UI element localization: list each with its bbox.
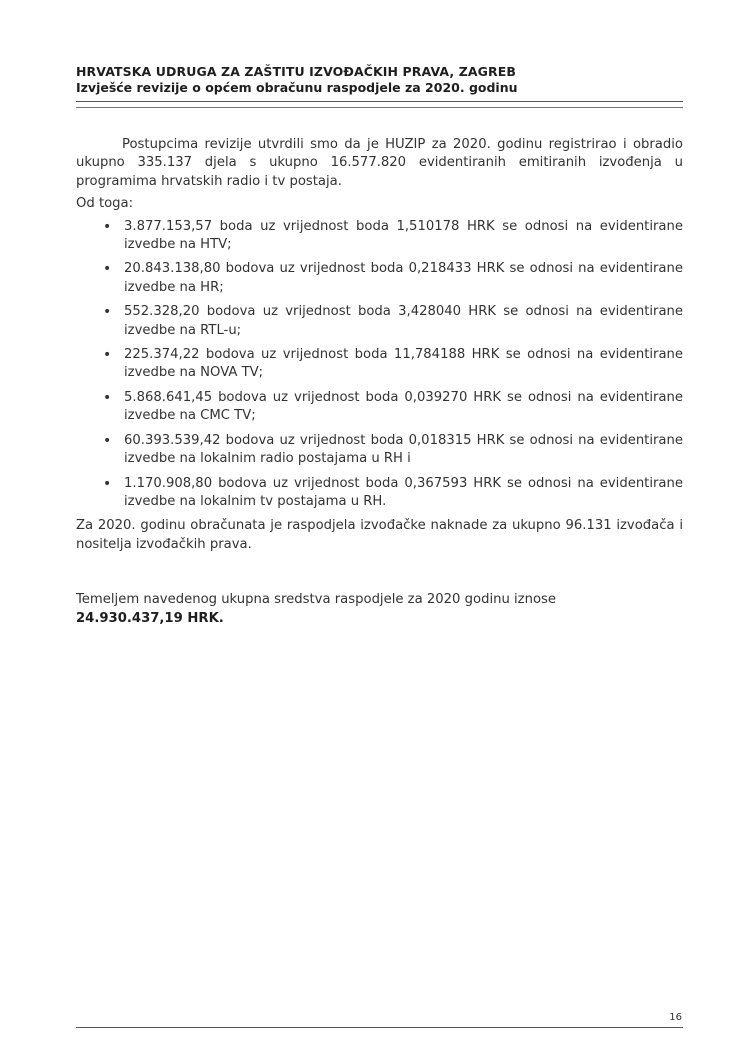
performers-paragraph: Za 2020. godinu obračunata je raspodjela izvođačke naknade za ukupno 96.131 izvođača i nositelja izvođačkih prava. [76,518,683,552]
breakdown-list [76,218,683,512]
header-divider [76,101,683,108]
document-header [76,64,686,96]
list-item: • 5.868.641,45 bodova uz vrijednost boda 0,039270 HRK se odnosi na evidentirane izvedbe na CMC TV; [76,389,683,426]
intro-paragraph: Postupcima revizije utvrdili smo da je HUZIP za 2020. godinu registrirao i obradio ukupno 335.137 djela s ukupno 16.577.820 evidentiranih emitiranih izvođenja u programima hrvatskih radio i tv postaja. [76,137,683,189]
list-item: • 60.393.539,42 bodova uz vrijednost boda 0,018315 HRK se odnosi na evidentirane izvedbe na lokalnim radio postajama u RH i [76,432,683,469]
list-item: • 3.877.153,57 boda uz vrijednost boda 1,510178 HRK se odnosi na evidentirane izvedbe na HTV; [76,218,683,255]
list-item: • 20.843.138,80 bodova uz vrijednost boda 0,218433 HRK se odnosi na evidentirane izvedbe na HR; [76,260,683,297]
list-item: • 1.170.908,80 bodova uz vrijednost boda 0,367593 HRK se odnosi na evidentirane izvedbe na lokalnim tv postajama u RH. [76,475,683,512]
report-body [76,136,683,628]
footer-divider [76,1027,683,1028]
total-amount: 24.930.437,19 HRK. [76,610,224,626]
organization-title: HRVATSKA UDRUGA ZA ZAŠTITU IZVOĐAČKIH PRAVA, ZAGREB [76,64,516,79]
list-item: • 552.328,20 bodova uz vrijednost boda 3,428040 HRK se odnosi na evidentirane izvedbe na RTL-u; [76,303,683,340]
page-number: 16 [669,1012,682,1023]
list-item: • 225.374,22 bodova uz vrijednost boda 11,784188 HRK se odnosi na evidentirane izvedbe na NOVA TV; [76,346,683,383]
total-intro-text: Temeljem navedenog ukupna sredstva raspodjele za 2020 godinu iznose [76,592,557,608]
report-title: Izvješće revizije o općem obračunu raspodjele za 2020. godinu [76,80,518,95]
total-paragraph [76,591,683,628]
list-label: Od toga: [76,196,134,212]
